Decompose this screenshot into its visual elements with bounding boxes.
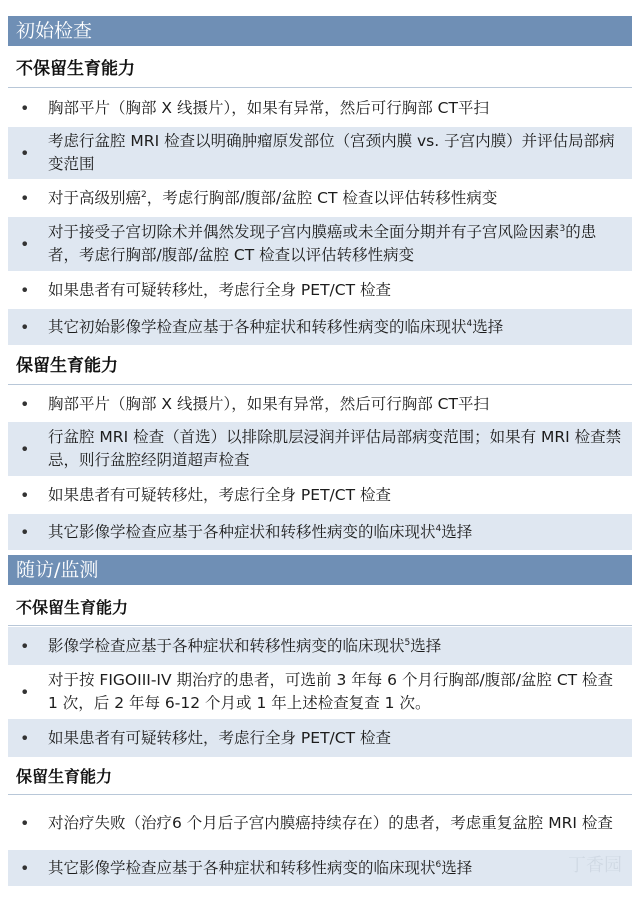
bullet-icon: • bbox=[20, 280, 30, 300]
list-item bbox=[8, 476, 632, 514]
subsection-header bbox=[8, 347, 632, 385]
item-text: 影像学检查应基于各种症状和转移性病变的临床现状$^5$选择 bbox=[48, 636, 442, 655]
bullet-icon: • bbox=[20, 394, 30, 414]
subsection-title: 保留生育能力 bbox=[16, 767, 113, 786]
subsection-header bbox=[8, 590, 632, 626]
watermark-logo: 丁香园 bbox=[568, 855, 622, 876]
list-item bbox=[8, 850, 632, 886]
item-text: 胸部平片（胸部 X 线摄片），如果有异常，然后可行胸部 CT平扫 bbox=[48, 394, 489, 413]
list-item bbox=[8, 386, 632, 422]
bullet-icon: • bbox=[20, 813, 30, 833]
item-text: 胸部平片（胸部 X 线摄片），如果有异常，然后可行胸部 CT平扫 bbox=[48, 98, 489, 117]
bullet-icon: • bbox=[20, 188, 30, 208]
subsection-title: 保留生育能力 bbox=[16, 356, 118, 376]
bullet-icon: • bbox=[20, 636, 30, 656]
item-text: 其它初始影像学检查应基于各种症状和转移性病变的临床现状$^4$选择 bbox=[48, 317, 504, 336]
item-text: 其它影像学检查应基于各种症状和转移性病变的临床现状$^6$选择 bbox=[48, 858, 473, 877]
bullet-icon: • bbox=[20, 439, 30, 459]
list-item bbox=[8, 514, 632, 550]
bullet-icon: • bbox=[20, 728, 30, 748]
bullet-icon: • bbox=[20, 682, 30, 702]
item-text: 对于按 FIGOIII-IV 期治疗的患者，可选前 3 年每 6 个月行胸部/腹部/盆腔 CT 检查 1 次，后 2 年每 6-12 个月或 1 年上述检查复查 1 次。 bbox=[48, 671, 614, 712]
section-title: 随访/监测 bbox=[16, 559, 99, 581]
bullet-icon: • bbox=[20, 485, 30, 505]
bullet-icon: • bbox=[20, 234, 30, 254]
list-item bbox=[8, 89, 632, 127]
list-item bbox=[8, 719, 632, 757]
list-item bbox=[8, 309, 632, 345]
item-text: 对于接受子宫切除术并偶然发现子宫内膜癌或未全面分期并有子宫风险因素$^3$的患者，考虑行胸部/腹部/盆腔 CT 检查以评估转移性病变 bbox=[48, 223, 597, 264]
item-text: 如果患者有可疑转移灶，考虑行全身 PET/CT 检查 bbox=[48, 280, 391, 299]
subsection-header bbox=[8, 50, 632, 88]
bullet-icon: • bbox=[20, 858, 30, 878]
list-item bbox=[8, 127, 632, 179]
item-text: 对于高级别癌$^2$，考虑行胸部/腹部/盆腔 CT 检查以评估转移性病变 bbox=[48, 188, 498, 207]
section-header-followup bbox=[8, 555, 632, 585]
subsection-title: 不保留生育能力 bbox=[16, 59, 135, 79]
list-item bbox=[8, 179, 632, 217]
list-item bbox=[8, 271, 632, 309]
list-item bbox=[8, 217, 632, 271]
subsection-title: 不保留生育能力 bbox=[16, 598, 129, 617]
section-title: 初始检查 bbox=[16, 20, 93, 42]
item-text: 如果患者有可疑转移灶，考虑行全身 PET/CT 检查 bbox=[48, 485, 391, 504]
item-text: 对治疗失败（治疗6 个月后子宫内膜癌持续存在）的患者，考虑重复盆腔 MRI 检查 bbox=[48, 813, 613, 832]
bullet-icon: • bbox=[20, 317, 30, 337]
item-text: 如果患者有可疑转移灶，考虑行全身 PET/CT 检查 bbox=[48, 728, 391, 747]
item-text: 行盆腔 MRI 检查（首选）以排除肌层浸润并评估局部病变范围；如果有 MRI 检查禁忌，则行盆腔经阴道超声检查 bbox=[48, 428, 622, 469]
bullet-icon: • bbox=[20, 522, 30, 542]
list-item bbox=[8, 665, 632, 719]
section-header-initial-exam bbox=[8, 16, 632, 46]
item-text: 考虑行盆腔 MRI 检查以明确肿瘤原发部位（宫颈内膜 vs. 子宫内膜）并评估局部病变范围 bbox=[48, 132, 615, 173]
item-text: 其它影像学检查应基于各种症状和转移性病变的临床现状$^4$选择 bbox=[48, 522, 473, 541]
subsection-header bbox=[8, 759, 632, 795]
bullet-icon: • bbox=[20, 98, 30, 118]
list-item bbox=[8, 627, 632, 665]
list-item bbox=[8, 422, 632, 476]
bullet-icon: • bbox=[20, 143, 30, 163]
list-item bbox=[8, 796, 632, 850]
